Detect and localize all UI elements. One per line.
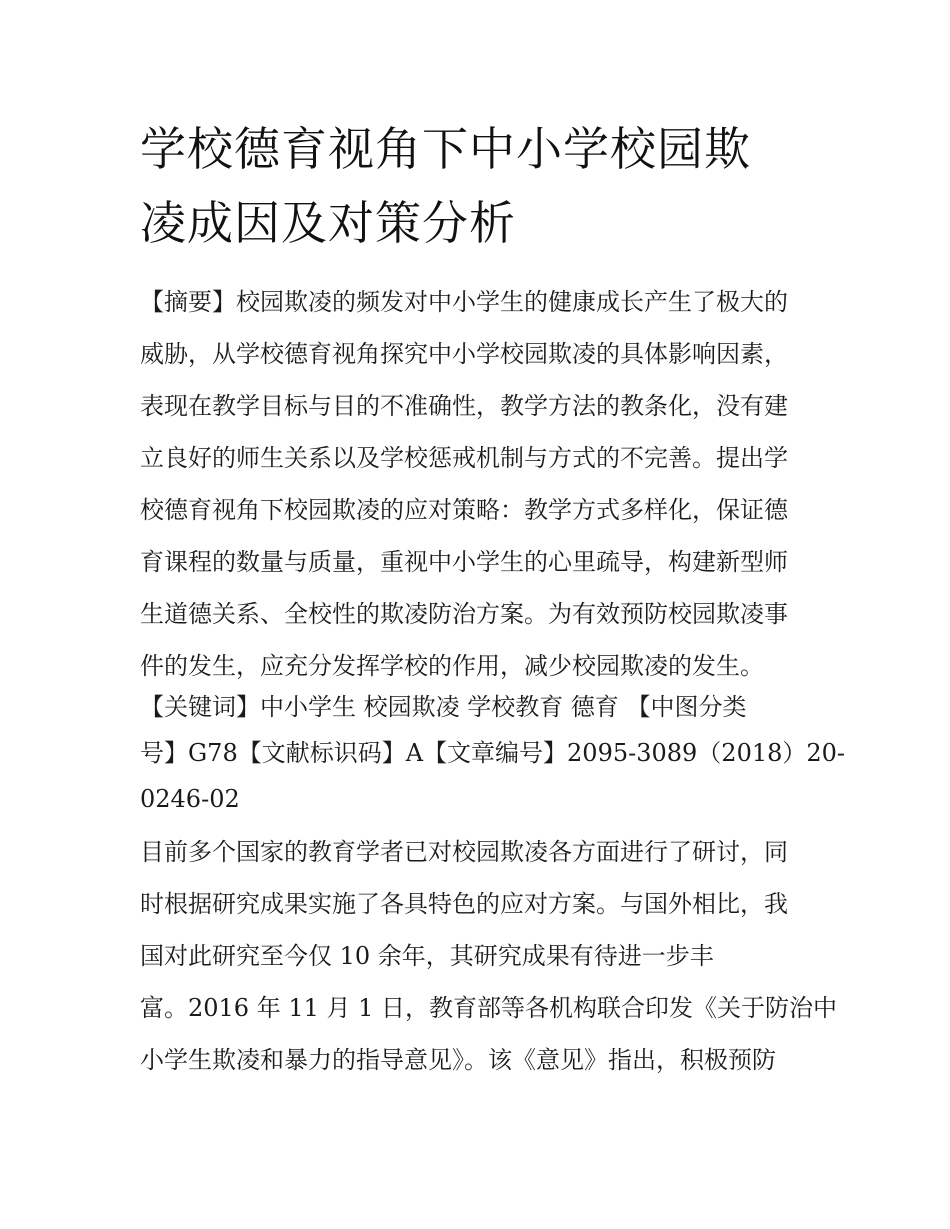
title-line: 凌成因及对策分析 — [140, 196, 516, 250]
paragraph-line: 国对此研究至今仅 10 余年，其研究成果有待进一步丰 — [140, 942, 714, 970]
paragraph-line: 富。2016 年 11 月 1 日，教育部等各机构联合印发《关于防治中 — [140, 994, 838, 1022]
abstract-line: 育课程的数量与质量，重视中小学生的心里疏导，构建新型师 — [140, 548, 788, 576]
abstract-line: 校德育视角下校园欺凌的应对策略：教学方式多样化，保证德 — [140, 496, 788, 524]
title-line: 学校德育视角下中小学校园欺 — [140, 122, 751, 176]
abstract-line: 威胁，从学校德育视角探究中小学校园欺凌的具体影响因素， — [140, 340, 788, 368]
keywords-section — [140, 684, 846, 822]
keywords-line: 【关键词】中小学生 校园欺凌 学校教育 德育 【中图分类 — [140, 693, 747, 721]
abstract-section — [140, 276, 820, 692]
abstract-line: 立良好的师生关系以及学校惩戒机制与方式的不完善。提出学 — [140, 444, 788, 472]
body-paragraph — [140, 826, 838, 1086]
keywords-line: 号】G78【文献标识码】A【文章编号】2095-3089（2018）20- — [140, 739, 846, 767]
abstract-line: 件的发生，应充分发挥学校的作用，减少校园欺凌的发生。 — [140, 652, 764, 680]
paragraph-line: 目前多个国家的教育学者已对校园欺凌各方面进行了研讨，同 — [140, 838, 788, 866]
keywords-line: 0246-02 — [140, 785, 240, 813]
abstract-line: 【摘要】校园欺凌的频发对中小学生的健康成长产生了极大的 — [140, 288, 788, 316]
paragraph-line: 时根据研究成果实施了各具特色的应对方案。与国外相比，我 — [140, 890, 788, 918]
abstract-line: 表现在教学目标与目的不准确性，教学方法的教条化，没有建 — [140, 392, 788, 420]
document-title — [140, 112, 820, 260]
abstract-line: 生道德关系、全校性的欺凌防治方案。为有效预防校园欺凌事 — [140, 600, 788, 628]
paragraph-line: 小学生欺凌和暴力的指导意见》。该《意见》指出，积极预防 — [140, 1046, 776, 1074]
